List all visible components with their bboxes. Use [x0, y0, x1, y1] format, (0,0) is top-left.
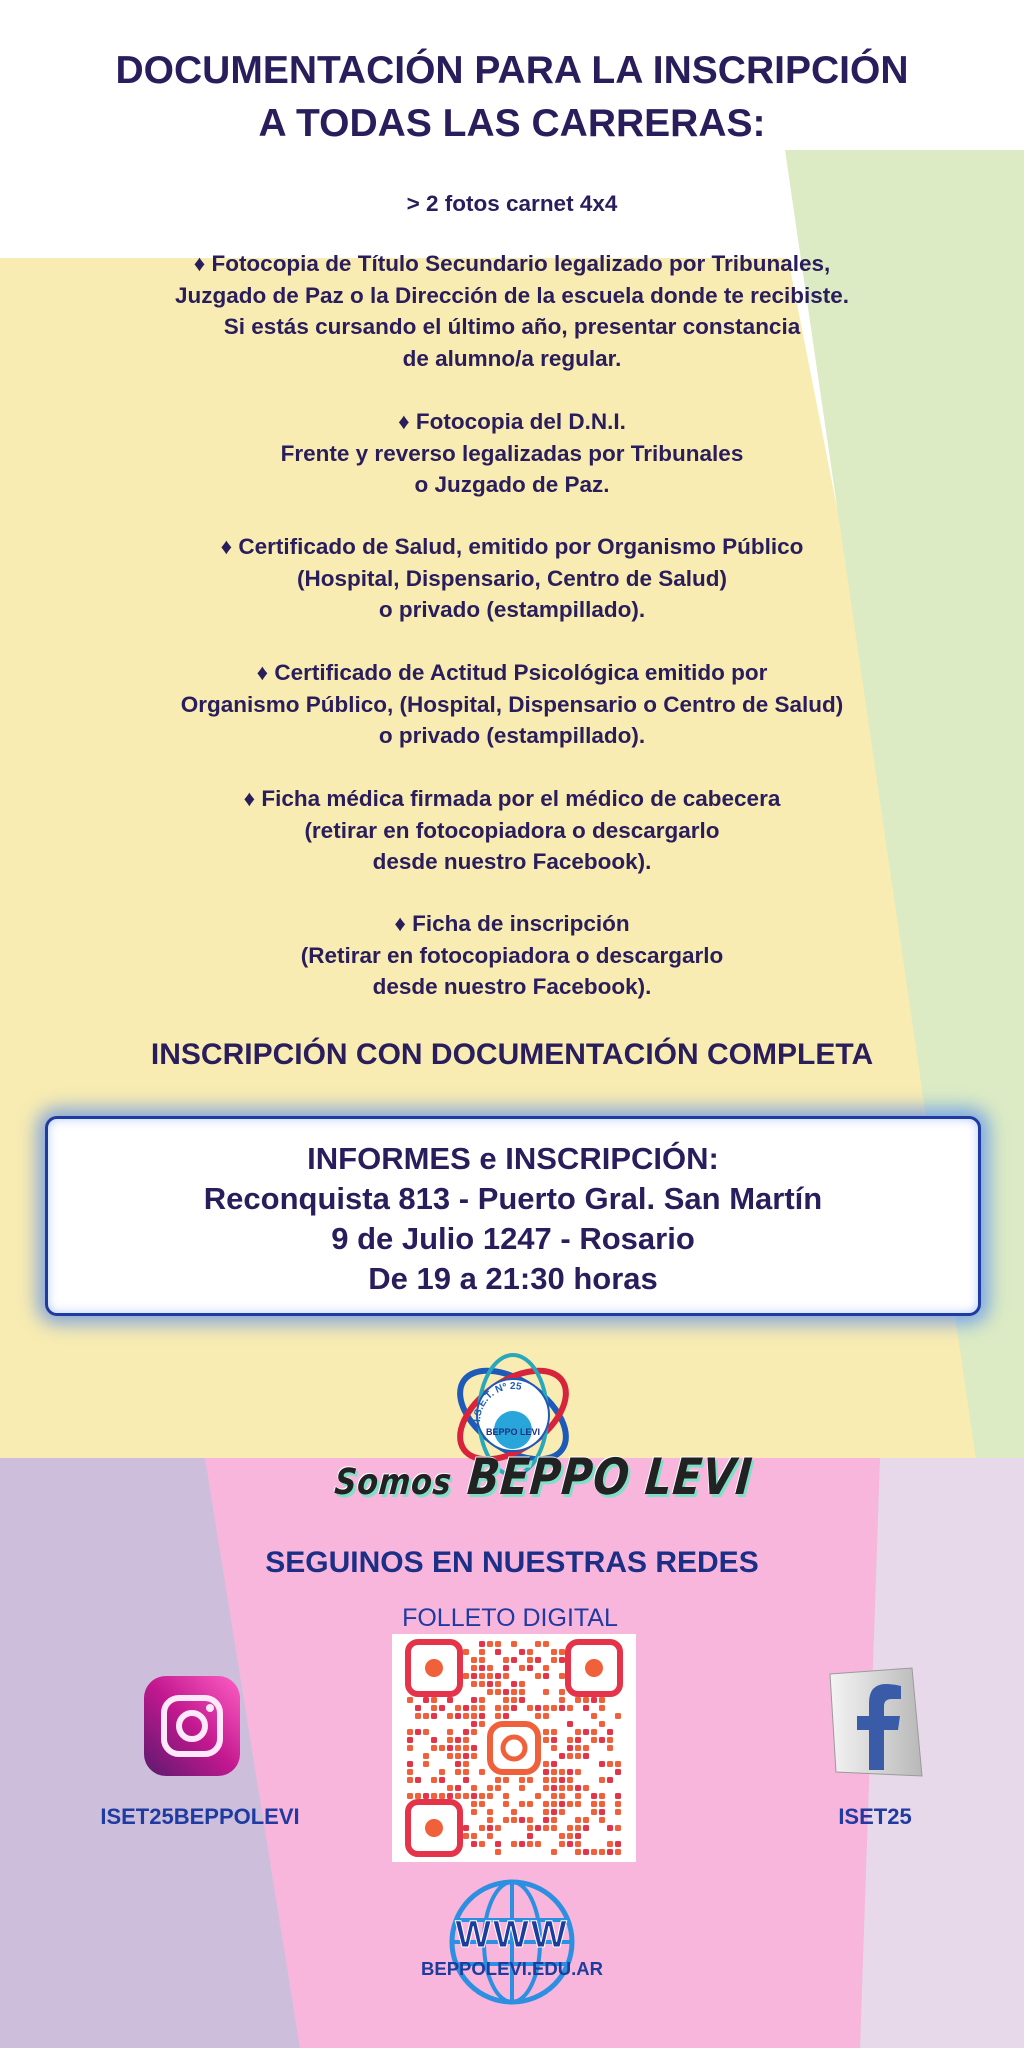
social-heading: SEGUINOS EN NUESTRAS REDES — [265, 1546, 759, 1579]
page-title — [0, 44, 1024, 150]
requirement-item — [0, 783, 1024, 878]
title-line-1: DOCUMENTACIÓN PARA LA INSCRIPCIÓN — [115, 49, 909, 92]
requirement-item — [0, 908, 1024, 1003]
title-line-2: A TODAS LAS CARRERAS: — [258, 102, 766, 145]
qr-code-icon[interactable] — [392, 1634, 636, 1862]
requirement-line: Juzgado de Paz o la Dirección de la escuela donde te recibiste. — [175, 282, 849, 308]
info-address-2: 9 de Julio 1247 - Rosario — [331, 1221, 695, 1256]
complete-documentation-note: INSCRIPCIÓN CON DOCUMENTACIÓN COMPLETA — [150, 1038, 874, 1071]
requirement-line: ♦ Certificado de Salud, emitido por Organismo Público — [220, 534, 804, 559]
requirement-item — [0, 248, 1024, 374]
logo-inner-text: BEPPO LEVI — [485, 1427, 541, 1437]
logo-ring-text: I.S.E.T. Nº 25 — [471, 1380, 523, 1423]
requirement-line: o privado (estampillado). — [378, 597, 646, 622]
instagram-handle[interactable]: ISET25BEPPOLEVI — [100, 1804, 300, 1829]
slogan-part-2: BEPPO LEVI — [465, 1448, 755, 1506]
instagram-icon[interactable] — [140, 1670, 244, 1780]
slogan — [332, 1448, 755, 1506]
requirement-line: Organismo Público, (Hospital, Dispensario o Centro de Salud) — [180, 691, 844, 717]
requirement-line: de alumno/a regular. — [402, 345, 622, 371]
slogan-part-1: Somos — [332, 1462, 454, 1503]
info-heading: INFORMES e INSCRIPCIÓN: — [307, 1141, 719, 1176]
requirement-line: ♦ Ficha de inscripción — [394, 911, 630, 936]
requirement-item — [0, 188, 1024, 220]
info-box — [45, 1116, 981, 1316]
info-hours: De 19 a 21:30 horas — [368, 1261, 658, 1296]
requirement-line: ♦ Ficha médica firmada por el médico de cabecera — [243, 786, 781, 811]
requirement-line: desde nuestro Facebook). — [372, 974, 652, 999]
folleto-digital-label: FOLLETO DIGITAL — [402, 1604, 618, 1632]
requirement-line: Si estás cursando el último año, presentar constancia — [223, 314, 801, 339]
requirement-line: ♦ Fotocopia del D.N.I. — [398, 409, 626, 434]
facebook-icon[interactable] — [822, 1666, 928, 1780]
requirement-line: (Hospital, Dispensario, Centro de Salud) — [296, 565, 728, 591]
requirement-line: ♦ Fotocopia de Título Secundario legalizado por Tribunales, — [193, 251, 831, 276]
requirement-item — [0, 657, 1024, 752]
requirement-item — [0, 531, 1024, 626]
requirement-line: (Retirar en fotocopiadora o descargarlo — [300, 942, 724, 968]
requirement-line: desde nuestro Facebook). — [372, 849, 652, 874]
www-label: WWW — [455, 1914, 569, 1956]
info-address-1: Reconquista 813 - Puerto Gral. San Martín — [203, 1181, 823, 1216]
website-url[interactable]: BEPPOLEVI.EDU.AR — [421, 1958, 603, 1979]
requirement-line: o Juzgado de Paz. — [414, 472, 610, 497]
requirement-item — [0, 406, 1024, 501]
requirement-line: Frente y reverso legalizadas por Tribunales — [280, 440, 744, 466]
requirement-line: ♦ Certificado de Actitud Psicológica emitido por — [256, 660, 768, 685]
requirement-line: > 2 fotos carnet 4x4 — [406, 191, 618, 216]
facebook-handle[interactable]: ISET25 — [838, 1804, 912, 1829]
requirement-line: o privado (estampillado). — [378, 723, 646, 748]
requirement-line: (retirar en fotocopiadora o descargarlo — [304, 817, 720, 843]
